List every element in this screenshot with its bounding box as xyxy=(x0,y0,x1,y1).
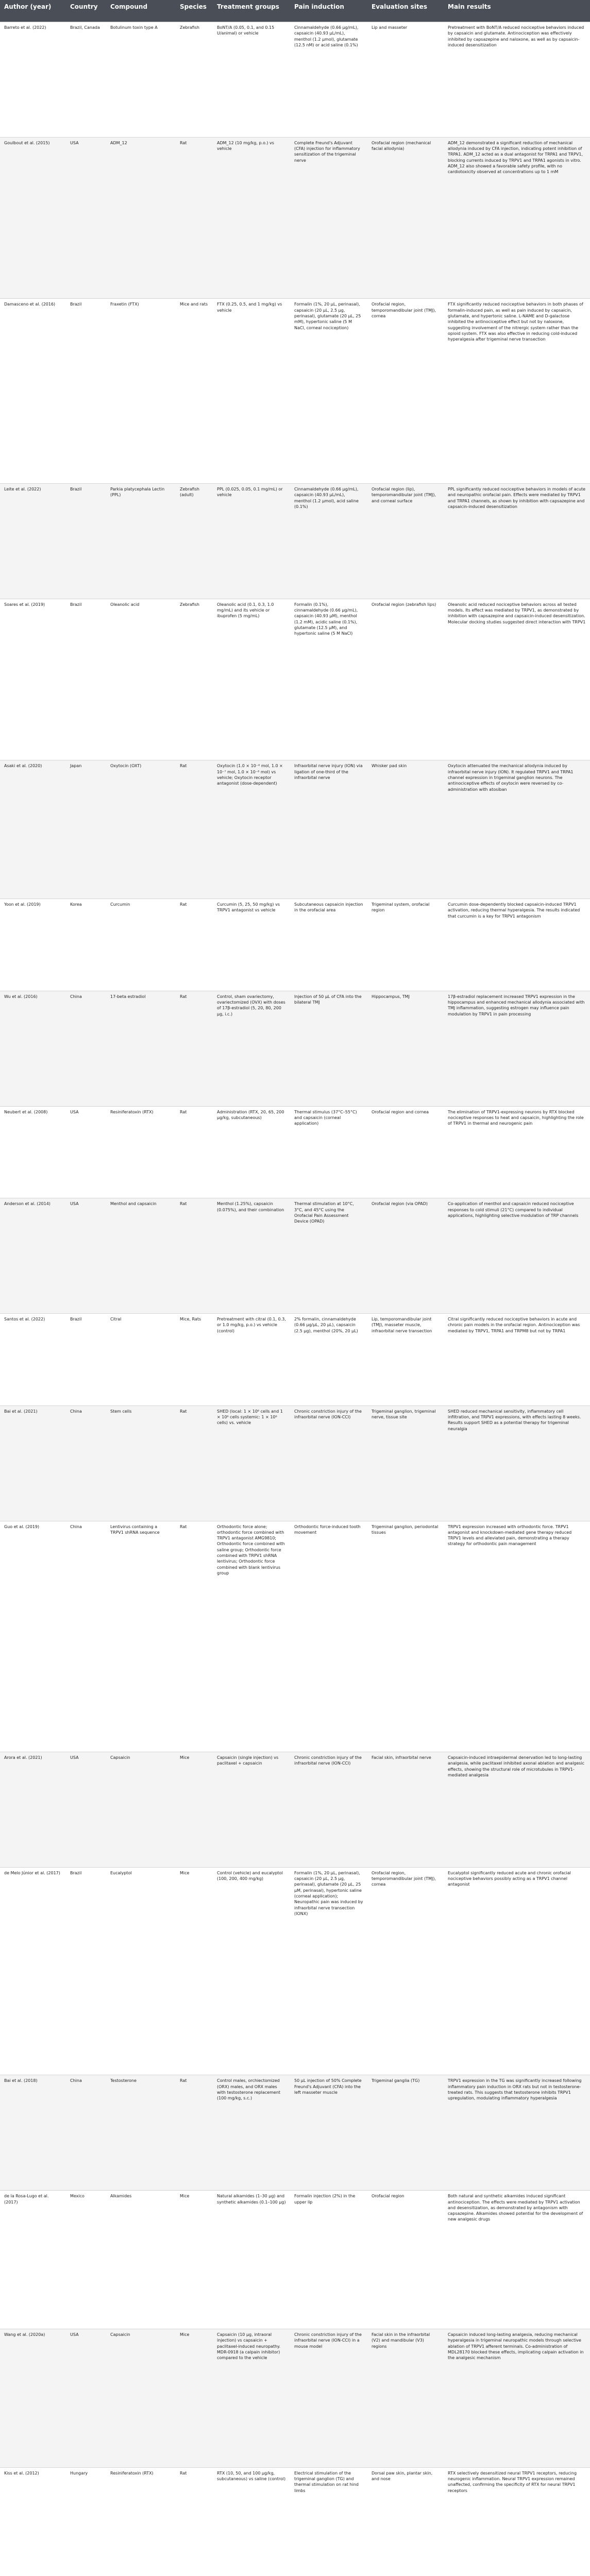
cell-author: Arora et al. (2021) xyxy=(0,1752,66,1868)
cell-compound: Capsaicin xyxy=(106,2329,176,2467)
cell-species: Rat xyxy=(176,1521,213,1752)
cell-author: Asaki et al. (2020) xyxy=(0,760,66,899)
cell-evaluation-sites: Trigeminal ganglion, periodontal tissues xyxy=(367,1521,444,1752)
cell-main-results: The elimination of TRPV1-expressing neurons by RTX blocked nociceptive responses to heat and capsaicin, highlighting the role of TRPV1 in thermal and neurogenic pain xyxy=(444,1106,590,1198)
cell-treatment-groups: Pretreatment with citral (0.1, 0.3, or 1.0 mg/kg, p.o.) vs vehicle (control) xyxy=(213,1314,290,1406)
table-row xyxy=(0,22,590,138)
cell-compound: Oleanolic acid xyxy=(106,599,176,760)
cell-evaluation-sites: Orofacial region, temporomandibular joint (TMJ), cornea xyxy=(367,299,444,484)
cell-compound: Resiniferatoxin (RTX) xyxy=(106,2467,176,2576)
cell-species: Rat xyxy=(176,2467,213,2576)
cell-author: Leite et al. (2022) xyxy=(0,484,66,599)
cell-country: China xyxy=(66,1521,106,1752)
cell-treatment-groups: Oxytocin (1.0 × 10⁻⁶ mol, 1.0 × 10⁻⁷ mol, 1.0 × 10⁻⁸ mol) vs vehicle; Oxytocin receptor antagonist (dose-dependent) xyxy=(213,760,290,899)
table-row xyxy=(0,484,590,599)
table-row xyxy=(0,1752,590,1868)
header-author: Author (year) xyxy=(0,0,66,22)
cell-main-results: ADM_12 demonstrated a significant reduction of mechanical allodynia induced by CFA injection, indicating potent inhibition of TRPA1. ADM_12 acted as a dual antagonist for TRPA1 and TRPV1, blocking currents induced by TRPV1 and TRPA1 agonists in vitro. ADM_12 also showed a favorable safety profile, with no cardiotoxicity observed at concentrations up to 1 mM xyxy=(444,137,590,299)
cell-evaluation-sites: Orofacial region (mechanical facial allodynia) xyxy=(367,137,444,299)
cell-evaluation-sites: Trigeminal ganglia (TG) xyxy=(367,2075,444,2191)
cell-treatment-groups: Oleanolic acid (0.1, 0.3, 1.0 mg/mL) and its vehicle or ibuprofen (5 mg/mL) xyxy=(213,599,290,760)
cell-compound: Lentivirus containing a TRPV1 shRNA sequence xyxy=(106,1521,176,1752)
cell-treatment-groups: Capsaicin (single injection) vs paclitaxel + capsaicin xyxy=(213,1752,290,1868)
cell-country: China xyxy=(66,1405,106,1521)
cell-author: Neubert et al. (2008) xyxy=(0,1106,66,1198)
header-species: Species xyxy=(176,0,213,22)
cell-evaluation-sites: Lip and masseter xyxy=(367,22,444,138)
cell-species: Mice xyxy=(176,2191,213,2329)
cell-author: de la Rosa-Lugo et al. (2017) xyxy=(0,2191,66,2329)
cell-country: Brazil xyxy=(66,299,106,484)
cell-compound: Menthol and capsaicin xyxy=(106,1198,176,1314)
cell-treatment-groups: Control, sham ovariectomy, ovariectomized (OVX) with doses of 17β-estradiol (5, 20, 80, 200 µg, i.c.) xyxy=(213,991,290,1106)
cell-compound: Botulinum toxin type A xyxy=(106,22,176,138)
cell-evaluation-sites: Orofacial region xyxy=(367,2191,444,2329)
cell-pain-induction: Chronic constriction injury of the infraorbital nerve (ION-CCI) xyxy=(290,1752,367,1868)
cell-pain-induction: Formalin (1%, 20 µL, perinasal), capsaicin (20 µL, 2.5 µg, perinasal), glutamate (20 µL, 25 µM, perinasal), hypertonic saline (corneal application); Neuropathic pain was induced by infraorbital nerve transection (IONX) xyxy=(290,1867,367,2075)
cell-compound: Fraxetin (FTX) xyxy=(106,299,176,484)
table-row xyxy=(0,1314,590,1406)
cell-treatment-groups: Control (vehicle) and eucalyptol (100, 200, 400 mg/kg) xyxy=(213,1867,290,2075)
cell-country: Brazil xyxy=(66,1314,106,1406)
header-compound: Compound xyxy=(106,0,176,22)
cell-main-results: Oleanolic acid reduced nociceptive behaviors across all tested models. Its effect was mediated by TRPV1, as demonstrated by inhibition with capsazepine and capsaicin-induced desensitization. Molecular docking studies suggested direct interaction with TRPV1 xyxy=(444,599,590,760)
cell-country: China xyxy=(66,991,106,1106)
cell-compound: 17-beta estradiol xyxy=(106,991,176,1106)
table-row xyxy=(0,2191,590,2329)
cell-main-results: Eucalyptol significantly reduced acute and chronic orofacial nociceptive behaviors possibly acting as a TRPV1 channel antagonist xyxy=(444,1867,590,2075)
cell-pain-induction: Thermal stimulation at 10°C, 3°C, and 45°C using the Orofacial Pain Assessment Device (OPAD) xyxy=(290,1198,367,1314)
cell-species: Mice and rats xyxy=(176,299,213,484)
cell-author: Barreto et al. (2022) xyxy=(0,22,66,138)
header-country: Country xyxy=(66,0,106,22)
cell-species: Rat xyxy=(176,760,213,899)
cell-main-results: Capsaicin induced long-lasting analgesia, reducing mechanical hyperalgesia in trigeminal neuropathic models through selective ablation of TRPV1 afferent terminals. Co-administration of MDL28170 blocked these effects, implicating calpain activation in the analgesic mechanism xyxy=(444,2329,590,2467)
cell-country: China xyxy=(66,2075,106,2191)
cell-author: Anderson et al. (2014) xyxy=(0,1198,66,1314)
cell-main-results: SHED reduced mechanical sensitivity, inflammatory cell infiltration, and TRPV1 expressions, with effects lasting 8 weeks. Results support SHED as a potential therapy for trigeminal neuralgia xyxy=(444,1405,590,1521)
cell-country: USA xyxy=(66,1198,106,1314)
cell-pain-induction: Orthodontic force-induced tooth movement xyxy=(290,1521,367,1752)
cell-country: Brazil, Canada xyxy=(66,22,106,138)
cell-evaluation-sites: Orofacial region (zebrafish lips) xyxy=(367,599,444,760)
cell-author: Yoon et al. (2019) xyxy=(0,899,66,991)
cell-compound: Eucalyptol xyxy=(106,1867,176,2075)
cell-species: Mice xyxy=(176,1867,213,2075)
table-row xyxy=(0,299,590,484)
cell-pain-induction: Cinnamaldehyde (0.66 µg/mL), capsaicin (40.93 µL/mL), menthol (1.2 µmol), acid saline (0.1%) xyxy=(290,484,367,599)
cell-treatment-groups: FTX (0.25, 0.5, and 1 mg/kg) vs vehicle xyxy=(213,299,290,484)
cell-evaluation-sites: Whisker pad skin xyxy=(367,760,444,899)
cell-treatment-groups: BoNT/A (0.05, 0.1, and 0.15 U/animal) or vehicle xyxy=(213,22,290,138)
table-row xyxy=(0,991,590,1106)
cell-main-results: PPL significantly reduced nociceptive behaviors in models of acute and neuropathic orofacial pain. Effects were mediated by TRPV1 and TRPA1 channels, as shown by inhibition with capsazepine and capsaicin-induced desensitization xyxy=(444,484,590,599)
cell-treatment-groups: Administration (RTX, 20, 65, 200 µg/kg, subcutaneous) xyxy=(213,1106,290,1198)
cell-country: Brazil xyxy=(66,484,106,599)
table-row xyxy=(0,2075,590,2191)
cell-main-results: Pretreatment with BoNT/A reduced nociceptive behaviors induced by capsaicin and glutamate. Antinociception was effectively inhibited by capsazepine and naloxone, as well as by capsaicin-induced desensitization xyxy=(444,22,590,138)
cell-main-results: TRPV1 expression increased with orthodontic force. TRPV1 antagonist and knockdown-mediated gene therapy reduced TRPV1 levels and alleviated pain, demonstrating a therapy strategy for orthodontic pain management xyxy=(444,1521,590,1752)
cell-treatment-groups: RTX (10, 50, and 100 µg/kg, subcutaneous) vs saline (control) xyxy=(213,2467,290,2576)
cell-main-results: 17β-estradiol replacement increased TRPV1 expression in the hippocampus and enhanced mechanical allodynia associated with TMJ inflammation, suggesting estrogen may influence pain modulation by TRPV1 in pain processing xyxy=(444,991,590,1106)
cell-evaluation-sites: Facial skin, infraorbital nerve xyxy=(367,1752,444,1868)
cell-compound: Oxytocin (OXT) xyxy=(106,760,176,899)
cell-author: de Melo Júnior et al. (2017) xyxy=(0,1867,66,2075)
table-row xyxy=(0,2329,590,2467)
cell-treatment-groups: Menthol (1.25%), capsaicin (0.075%), and their combination xyxy=(213,1198,290,1314)
cell-pain-induction: Cinnamaldehyde (0.66 µg/mL), capsaicin (40.93 µL/mL), menthol (1.2 µmol), glutamate (12.5 nM) or acid saline (0.1%) xyxy=(290,22,367,138)
cell-compound: ADM_12 xyxy=(106,137,176,299)
cell-species: Zebrafish xyxy=(176,22,213,138)
cell-compound: Testosterone xyxy=(106,2075,176,2191)
cell-treatment-groups: Orthodontic force alone; orthodontic force combined with TRPV1 antagonist AMG9810; Orthodontic force combined with saline group; Orthodontic force combined with TRPV1 shRNA lentivirus; Orthodontic force combined with blank lentivirus group xyxy=(213,1521,290,1752)
cell-pain-induction: Formalin (0.1%), cinnamaldehyde (0.66 µg/mL), capsaicin (40.93 µM), menthol (1.2 mM), acidic saline (0.1%), glutamate (12.5 µM), and hypertonic saline (5 M NaCl) xyxy=(290,599,367,760)
cell-pain-induction: Formalin injection (2%) in the upper lip xyxy=(290,2191,367,2329)
cell-pain-induction: Chronic constriction injury of the infraorbital nerve (ION-CCI) in a mouse model xyxy=(290,2329,367,2467)
cell-species: Rat xyxy=(176,1405,213,1521)
cell-treatment-groups: PPL (0.025, 0.05, 0.1 mg/mL) or vehicle xyxy=(213,484,290,599)
header-pain-induction: Pain induction xyxy=(290,0,367,22)
cell-country: Brazil xyxy=(66,599,106,760)
table-row xyxy=(0,1867,590,2075)
cell-compound: Capsaicin xyxy=(106,1752,176,1868)
cell-evaluation-sites: Orofacial region and cornea xyxy=(367,1106,444,1198)
cell-evaluation-sites: Dorsal paw skin, plantar skin, and nose xyxy=(367,2467,444,2576)
cell-main-results: Citral significantly reduced nociceptive behaviors in acute and chronic pain models in the orofacial region. Antinociception was mediated by TRPV1, TRPA1 and TRPM8 but not by TRPA1 xyxy=(444,1314,590,1406)
cell-species: Rat xyxy=(176,2075,213,2191)
table-row xyxy=(0,760,590,899)
cell-treatment-groups: ADM_12 (10 mg/kg, p.o.) vs vehicle xyxy=(213,137,290,299)
table-row xyxy=(0,1198,590,1314)
cell-author: Wu et al. (2016) xyxy=(0,991,66,1106)
cell-species: Mice xyxy=(176,1752,213,1868)
cell-main-results: Capsaicin-induced intraepidermal denervation led to long-lasting analgesia, while paclitaxel inhibited axonal ablation and analgesic effects, showing the structural role of microtubules in TRPV1-mediated analgesia xyxy=(444,1752,590,1868)
cell-treatment-groups: Control males, orchiectomized (ORX) males, and ORX males with testosterone replacement (100 mg/kg, s.c.) xyxy=(213,2075,290,2191)
cell-main-results: FTX significantly reduced nociceptive behaviors in both phases of formalin-induced pain, as well as pain induced by capsaicin, glutamate, and hypertonic saline. L-NAME and D-galactose inhibited the antinociceptive effect but not by naloxone, suggesting involvement of the nitrergic system rather than the opioid system. FTX was also effective in reducing cold-induced hyperalgesia after trigeminal nerve transection xyxy=(444,299,590,484)
cell-species: Rat xyxy=(176,1198,213,1314)
cell-country: Japan xyxy=(66,760,106,899)
cell-country: Hungary xyxy=(66,2467,106,2576)
table-row xyxy=(0,137,590,299)
cell-author: Bai et al. (2021) xyxy=(0,1405,66,1521)
cell-evaluation-sites: Trigeminal system, orofacial region xyxy=(367,899,444,991)
cell-evaluation-sites: Orofacial region, temporomandibular joint (TMJ), cornea xyxy=(367,1867,444,2075)
cell-evaluation-sites: Trigeminal ganglion, trigeminal nerve, tissue site xyxy=(367,1405,444,1521)
cell-pain-induction: Electrical stimulation of the trigeminal ganglion (TG) and thermal stimulation on rat hind limbs xyxy=(290,2467,367,2576)
cell-pain-induction: 2% formalin, cinnamaldehyde (0.66 µg/µL, 20 µL), capsaicin (2.5 µg), menthol (20%, 20 µL) xyxy=(290,1314,367,1406)
cell-pain-induction: 50 µL injection of 50% Complete Freund's Adjuvant (CFA) into the left masseter muscle xyxy=(290,2075,367,2191)
cell-evaluation-sites: Orofacial region (via OPAD) xyxy=(367,1198,444,1314)
cell-compound: Citral xyxy=(106,1314,176,1406)
cell-species: Zebrafish (adult) xyxy=(176,484,213,599)
cell-compound: Alkamides xyxy=(106,2191,176,2329)
table-row xyxy=(0,599,590,760)
cell-main-results: RTX selectively desensitized neural TRPV1 receptors, reducing neurogenic inflammation. Neural TRPV1 expression remained unaffected, confirming the specificity of RTX for neural TRPV1 receptors xyxy=(444,2467,590,2576)
cell-pain-induction: Subcutaneous capsaicin injection in the orofacial area xyxy=(290,899,367,991)
cell-country: USA xyxy=(66,1752,106,1868)
cell-main-results: Co-application of menthol and capsaicin reduced nociceptive responses to cold stimuli (21°C) compared to individual applications, highlighting selective modulation of TRP channels xyxy=(444,1198,590,1314)
cell-country: Mexico xyxy=(66,2191,106,2329)
cell-main-results: TRPV1 expression in the TG was significantly increased following inflammatory pain induction in ORX rats but not in testosterone-treated rats. This suggests that testosterone inhibits TRPV1 upregulation, modulating inflammatory hyperalgesia xyxy=(444,2075,590,2191)
cell-compound: Resiniferatoxin (RTX) xyxy=(106,1106,176,1198)
cell-pain-induction: Infraorbital nerve injury (ION) via ligation of one-third of the infraorbital nerve xyxy=(290,760,367,899)
table-row xyxy=(0,2467,590,2576)
table-header xyxy=(0,0,590,22)
cell-evaluation-sites: Hippocampus, TMJ xyxy=(367,991,444,1106)
table-row xyxy=(0,1405,590,1521)
cell-compound: Parkia platycephala Lectin (PPL) xyxy=(106,484,176,599)
table-row xyxy=(0,899,590,991)
cell-main-results: Both natural and synthetic alkamides induced significant antinociception. The effects were mediated by TRPV1 activation and desensitization, as demonstrated by antagonism with capsazepine. Alkamides showed potential for the development of new analgesic drugs xyxy=(444,2191,590,2329)
cell-evaluation-sites: Lip, temporomandibular joint (TMJ), masseter muscle, infraorbital nerve transection xyxy=(367,1314,444,1406)
cell-compound: Curcumin xyxy=(106,899,176,991)
cell-species: Zebrafish xyxy=(176,599,213,760)
cell-pain-induction: Thermal stimulus (37°C–55°C) and capsaicin (corneal application) xyxy=(290,1106,367,1198)
cell-species: Rat xyxy=(176,137,213,299)
cell-evaluation-sites: Facial skin in the infraorbital (V2) and mandibular (V3) regions xyxy=(367,2329,444,2467)
cell-country: USA xyxy=(66,1106,106,1198)
cell-author: Wang et al. (2020a) xyxy=(0,2329,66,2467)
cell-pain-induction: Complete Freund's Adjuvant (CFA) injection for inflammatory sensitization of the trigeminal nerve xyxy=(290,137,367,299)
cell-compound: Stem cells xyxy=(106,1405,176,1521)
cell-treatment-groups: SHED (local: 1 × 10⁶ cells and 1 × 10⁶ cells systemic: 1 × 10⁶ cells) vs. vehicle xyxy=(213,1405,290,1521)
cell-treatment-groups: Capsaicin (10 µg, intraoral injection) vs capsaicin + paclitaxel-induced neuropathy. MDR-0918 (a calpain inhibitor) compared to the vehicle xyxy=(213,2329,290,2467)
cell-species: Rat xyxy=(176,899,213,991)
header-row xyxy=(0,0,590,22)
cell-country: USA xyxy=(66,137,106,299)
header-main-results: Main results xyxy=(444,0,590,22)
cell-author: Kiss et al. (2012) xyxy=(0,2467,66,2576)
cell-author: Santos et al. (2022) xyxy=(0,1314,66,1406)
cell-author: Bai et al. (2018) xyxy=(0,2075,66,2191)
table-row xyxy=(0,1106,590,1198)
cell-evaluation-sites: Orofacial region (lip), temporomandibular joint (TMJ), and corneal surface xyxy=(367,484,444,599)
table-row xyxy=(0,1521,590,1752)
cell-treatment-groups: Natural alkamides (1–30 µg) and synthetic alkamides (0.1–100 µg) xyxy=(213,2191,290,2329)
cell-pain-induction: Chronic constriction injury of the infraorbital nerve (ION-CCI) xyxy=(290,1405,367,1521)
cell-species: Rat xyxy=(176,1106,213,1198)
cell-country: Brazil xyxy=(66,1867,106,2075)
header-treatment-groups: Treatment groups xyxy=(213,0,290,22)
cell-author: Goulbout et al. (2015) xyxy=(0,137,66,299)
cell-species: Rat xyxy=(176,991,213,1106)
cell-main-results: Curcumin dose-dependently blocked capsaicin-induced TRPV1 activation, reducing thermal hyperalgesia. The results indicated that curcumin is a key for TRPV1 antagonism xyxy=(444,899,590,991)
table-body xyxy=(0,22,590,2576)
cell-species: Mice, Rats xyxy=(176,1314,213,1406)
cell-main-results: Oxytocin attenuated the mechanical allodynia induced by infraorbital nerve injury (ION). It regulated TRPV1 and TRPA1 channel expression in trigeminal ganglion neurons. The antinociceptive effects of oxytocin were reversed by co-administration with atosiban xyxy=(444,760,590,899)
cell-author: Damasceno et al. (2016) xyxy=(0,299,66,484)
cell-country: Korea xyxy=(66,899,106,991)
cell-author: Guo et al. (2019) xyxy=(0,1521,66,1752)
header-evaluation-sites: Evaluation sites xyxy=(367,0,444,22)
cell-pain-induction: Formalin (1%, 20 µL, perinasal), capsaicin (20 µL, 2.5 µg, perinasal), glutamate (20 µL, 25 mM), hypertonic saline (5 M NaCl, corneal nociception) xyxy=(290,299,367,484)
cell-pain-induction: Injection of 50 µL of CFA into the bilateral TMJ xyxy=(290,991,367,1106)
cell-species: Mice xyxy=(176,2329,213,2467)
cell-country: USA xyxy=(66,2329,106,2467)
cell-treatment-groups: Curcumin (5, 25, 50 mg/kg) vs TRPV1 antagonist vs vehicle xyxy=(213,899,290,991)
cell-author: Soares et al. (2019) xyxy=(0,599,66,760)
